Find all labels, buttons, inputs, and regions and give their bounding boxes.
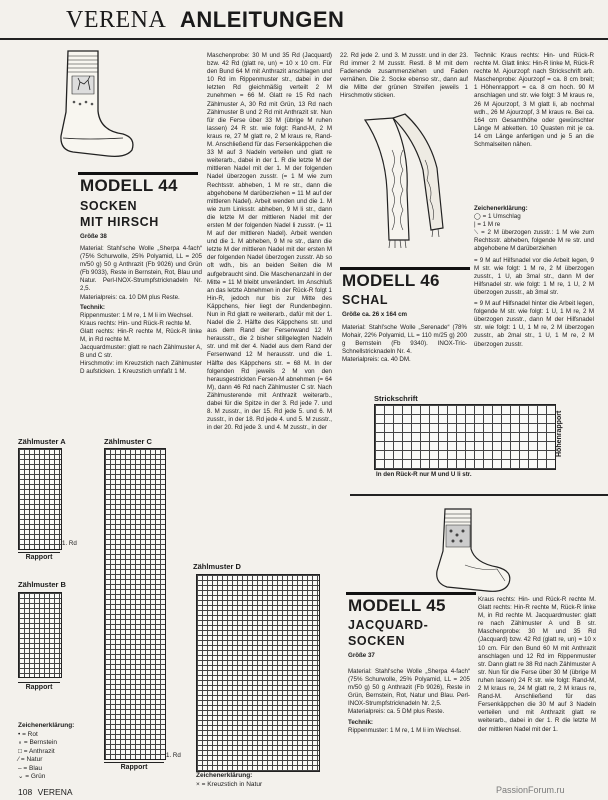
model-44-instructions: Maschenprobe: 30 M und 35 Rd (Jacquard) bzw. 42 Rd (glatt re, un) = 10 x 10 cm. Für den Bund 64 M mit Anthrazit anschlagen und 10 Rd im Rippenmuster str., dabei in der letzten Rd gleichmäßig verteilt 2 M zunehmen = 66 M. Glatt re 15 Rd nach Zählmuster A, 30 Rd mit Grün, 13 Rd nach Zählmuster B und 2 Rd mit Anthrazit str. Nun für die Ferse über 33 M (übrige M ruhen lassen) 24 R str. wie folgt: Rand-M, 2 M kraus re, 27 M glatt re, 2 M kraus re, Rand-M. Anschließend für das Fersenkäppchen die 33 M auf 3 Nadeln verteilen und glatt re weiterarb., dabei in der 1. R die letzte M der mittleren Nadel mit der 1. M der folgenden Nadel überzogen zusstr. (= 1 M wie zum Rechtsstr. abheben, 1 M re str., dann die abgehobene M darüberziehen = 11 M auf der mittleren Nadel). Arbeit wenden und die 1. M wie zum Linksstr. abheben, 9 M li str., dann die letzte M der mittleren Nadel mit der ersten M der folgenden Nadel li zusstr. (= 11 M auf der mittleren Nadel). Arbeit wenden und die 1. M abheben, 9 M re str., dann die letzte M der mittleren Nadel mit der ersten M der folgenden Nadel überzogen zusstr. Ab so oft wdh., bis an beiden Seiten die M aufgebraucht sind. Die Maschenanzahl in der Mitte = 11 M bleibt unverändert. Im Anschluß an das letzte Abnehmen in der Rück-R folgt 1 Hin-R, jedoch nur bis zur Mitte des Käppchens, hier liegt der Rundenbeginn. Nun in Rd glatt re weiterarb., dafür mit der 1. Nadel die 2. Hälfte des Käppchens str. und aus dem Rand der Fersenwand 12 M herausstr., die 2 bisher stillgelegten Nadeln str. und mit der 4. Nadel aus dem Rand der Fersenwand 12 M herausstr. und die 1. Hälfte des Käppchens str. = 68 M. In der folgenden Rd jeweils 2 M von den herausgestrickten Fersen-M abnehmen (= 64 M), dann 46 Rd nach Zählmuster C str. Nach Zählmusterende mit Anthrazit weiterarb., dabei für die Spitze in der 3. Rd jede 7. und 8. M zusstr., in der 15. Rd jede 5. und 6. M zusstr., in der 18. Rd jede 4. und 5. M zusstr., in der 20. Rd jede 3. und 4. M zusstr., in der [207, 52, 332, 432]
legend-chart-d [196, 772, 346, 789]
section-title: ANLEITUNGEN [180, 7, 345, 32]
model-44-material: Material: Stahl'sche Wolle „Sherpa 4-fach“ (75% Schurwolle, 25% Polyamid, LL = 205 m/50 g) 50 g Anthrazit (Fb 9026) und Grün (Fb 9033), Reste in Bernstein, Rot, Blau und Natur. Perl-INOX-Strumpfstricknadeln Nr. 2,5. [80, 245, 202, 293]
model-44-tech-rippen: Rippenmuster: 1 M re, 1 M li im Wechsel. [80, 311, 194, 319]
model-44-tech-jacquard: Jacquardmuster: glatt re nach Zählmuster A, B und C str. [80, 344, 202, 360]
page-number: 108 [18, 787, 33, 797]
legend-2-item: × = Kreuzstich in Natur [196, 780, 263, 788]
legend-3-item: | = 1 M re [474, 221, 501, 229]
watermark: PassionForum.ru [496, 785, 565, 795]
model-44-details [80, 245, 202, 377]
model-45-material: Material: Stahl'sche Wolle „Sherpa 4-fach“ (75% Schurwolle, 25% Polyamid, LL = 205 m/50 g) 50 g Anthrazit (Fb 9026), Reste in Grün, Bernstein, Rot, Natur und Blau. Perl-INOX-Strumpfstricknadeln Nr. 2,5. [348, 668, 470, 708]
chart-c-grid [104, 448, 166, 760]
model-44-heading: MODELL 44 [80, 176, 178, 195]
legend-1-item: ⁄ = Natur [18, 756, 43, 763]
model-46-title: SCHAL [342, 293, 389, 307]
model-45-instructions: Kraus rechts: Hin- und Rück-R rechte M. Glatt rechts: Hin-R rechte M, Rück-R linke M, in Rd rechte M. Jacquardmuster: glatt re nach Zählmuster A und B str. Maschenprobe: 30 M und 35 Rd (Jacquard) bzw. 42 Rd (glatt re, un) = 10 x 10 cm. Für den Bund 60 M mit Anthrazit anschlagen und 12 Rd im Rippenmuster str. Dann glatt re 38 Rd nach Zählmuster A str. Nun für die Ferse über 30 M (übrige M ruhen lassen) 24 R str. wie folgt: Rand-M, 2 M kraus re, 24 M glatt re, 2 M kraus re, Rand-M. Anschließend für das Fersenkäppchen die 30 M auf 3 Nadeln verteilen und mit Anthrazit glatt re weiterarb., dabei in der 1. R die letzte M der mittleren Nadel mit der 1. [478, 596, 596, 733]
legend-charts-ab [18, 722, 98, 782]
model-44-tech-kraus: Kraus rechts: Hin- und Rück-R rechte M. [80, 319, 192, 327]
legend-strickschrift [474, 205, 594, 349]
chart-b-rapport: Rapport [18, 682, 60, 691]
legend-1-item: – = Blau [18, 764, 43, 772]
strickschrift-grid [374, 404, 556, 470]
magazine-brand: VERENA [66, 7, 167, 33]
model-46-price: Materialpreis: ca. 40 DM. [342, 356, 411, 364]
chart-c-rapport: Rapport [104, 762, 164, 771]
legend-3-title: Zeichenerklärung: [474, 205, 528, 212]
jacquard-sock-illustration [425, 505, 520, 595]
legend-1-title: Zeichenerklärung: [18, 722, 75, 729]
page-header [0, 0, 608, 40]
model-44-title-line1: SOCKEN [80, 199, 138, 213]
chart-b-grid [18, 592, 62, 678]
model-46-size: Größe ca. 26 x 164 cm [342, 311, 408, 318]
height-rapport-label: Höhenrapport [556, 410, 563, 458]
model-45-title-line1: JACQUARD- [348, 618, 429, 632]
model-44-price: Materialpreis: ca. 10 DM plus Reste. [80, 293, 180, 301]
chart-a-label: Zählmuster A [18, 437, 66, 446]
model-46-material: Material: Stahl'sche Wolle „Serenade“ (78% Mohair, 22% Polyamid, LL = 110 m/25 g) 200 g Bernstein (Fb 9340). INOX-Tric-Schnellstricknadeln Nr. 4. [342, 324, 467, 356]
model-45-heading: MODELL 45 [348, 596, 446, 615]
chart-c-round: 1. Rd [166, 752, 181, 759]
chart-a-rapport: Rapport [18, 552, 60, 561]
chart-a-grid [18, 448, 62, 550]
chart-d-label: Zählmuster D [193, 562, 241, 571]
strickschrift-label: Strickschrift [374, 394, 418, 403]
section-divider [350, 494, 608, 496]
legend-3-item: ⟍ = 2 M überzogen zusstr.: 1 M wie zum Rechtsstr. abheben, folgende M re str. und abgehobene M darüberziehen [474, 229, 594, 253]
model-46-rule [340, 267, 470, 270]
model-45-technik-label: Technik: [348, 718, 373, 726]
model-45-size: Größe 37 [348, 652, 375, 659]
model-46-heading: MODELL 46 [342, 271, 440, 290]
model-44-tech-glatt: Glatt rechts: Hin-R rechte M, Rück-R linke M, in Rd rechte M. [80, 327, 202, 344]
chart-c-label: Zählmuster C [104, 437, 152, 446]
model-44-title-line2: MIT HIRSCH [80, 215, 159, 229]
model-45-price: Materialpreis: ca. 5 DM plus Reste. [348, 708, 445, 716]
footer-brand: VERENA [37, 787, 73, 797]
model-46-material-block [342, 324, 467, 364]
model-44-rule [78, 172, 198, 175]
model-45-tech-rippen: Rippenmuster: 1 M re, 1 M li im Wechsel. [348, 726, 462, 734]
scarf-illustration [345, 110, 455, 250]
legend-1-item: □ = Anthrazit [18, 747, 55, 755]
legend-3-item: = 9 M auf Hilfsnadel vor die Arbeit legen, 9 M str. wie folgt: 1 M re, 2 M überzogen zusstr., 1 U, ab 3mal str., dann M der Hilfsnadel str. wie folgt: 1 M re, 1 U, 2 M überzogen zusstr., ab 3mal str. [474, 256, 594, 296]
page-footer [18, 787, 73, 797]
model-44-tech-hirsch: Hirschmotiv: im Kreuzstich nach Zählmuster D aufsticken. 1 Kreuzstich umfaßt 1 M. [80, 360, 202, 376]
model-45-title-line2: SOCKEN [348, 634, 406, 648]
sock-illustration [28, 46, 138, 161]
strickschrift-caption: In den Rück-R nur M und U li str. [376, 471, 472, 478]
model-44-size: Größe 38 [80, 233, 107, 240]
model-45-rule [346, 592, 476, 595]
model-44-instructions-cont: 22. Rd jede 2. und 3. M zusstr. und in der 23. Rd immer 2 M zusstr. Restl. 8 M mit dem Fadenende zusammenziehen und Faden vernähen. Die 2. Socke ebenso str., dann auf die Mitte der grünen Streifen jeweils 1 Hirschmotiv sticken. [340, 52, 468, 100]
header-rule [0, 38, 608, 40]
model-45-details [348, 668, 470, 735]
legend-3-item: = 9 M auf Hilfsnadel hinter die Arbeit legen, folgende M str. wie folgt: 1 U, 1 M re, 2 M überzogen zusstr., dann M der Hilfsnadel str. wie folgt: 1 U, 1 M re, 2 M überzogen zusstr., ab 2mal str., 1 U, 1 M re, 2 M überzogen zusstr. [474, 300, 594, 348]
legend-1-item: ⌄ = Grün [18, 773, 46, 780]
legend-1-item: • = Rot [18, 730, 38, 738]
chart-d-grid [196, 574, 320, 772]
chart-b-label: Zählmuster B [18, 580, 66, 589]
legend-2-title: Zeichenerklärung: [196, 772, 253, 779]
model-46-instructions: Technik: Kraus rechts: Hin- und Rück-R rechte M. Glatt links: Hin-R linke M, Rück-R rechte M. Ajourzopf: nach Strickschrift arb. Maschenprobe: Ajourzopf = ca. 8 cm breit; 1 Höhenrapport = ca. 8 cm hoch. 90 M anschlagen und str. wie folgt: 3 M kraus re, 26 M Ajourzopf, 3 M glatt li, ab nochmal wdh., 26 M Ajourzopf, 3 M kraus re. Bei ca. 164 cm Gesamthöhe oder gewünschter Länge M abketten. 10 Quasten mit je ca. 14 cm Länge anfertigen und je 5 an die Schmalseiten nähen. [474, 52, 594, 149]
legend-1-item: ∘ = Bernstein [18, 739, 57, 746]
model-44-technik-label: Technik: [80, 303, 105, 311]
chart-a-round1: 1. Rd [62, 540, 77, 547]
legend-3-item: ◯ = 1 Umschlag [474, 213, 521, 221]
